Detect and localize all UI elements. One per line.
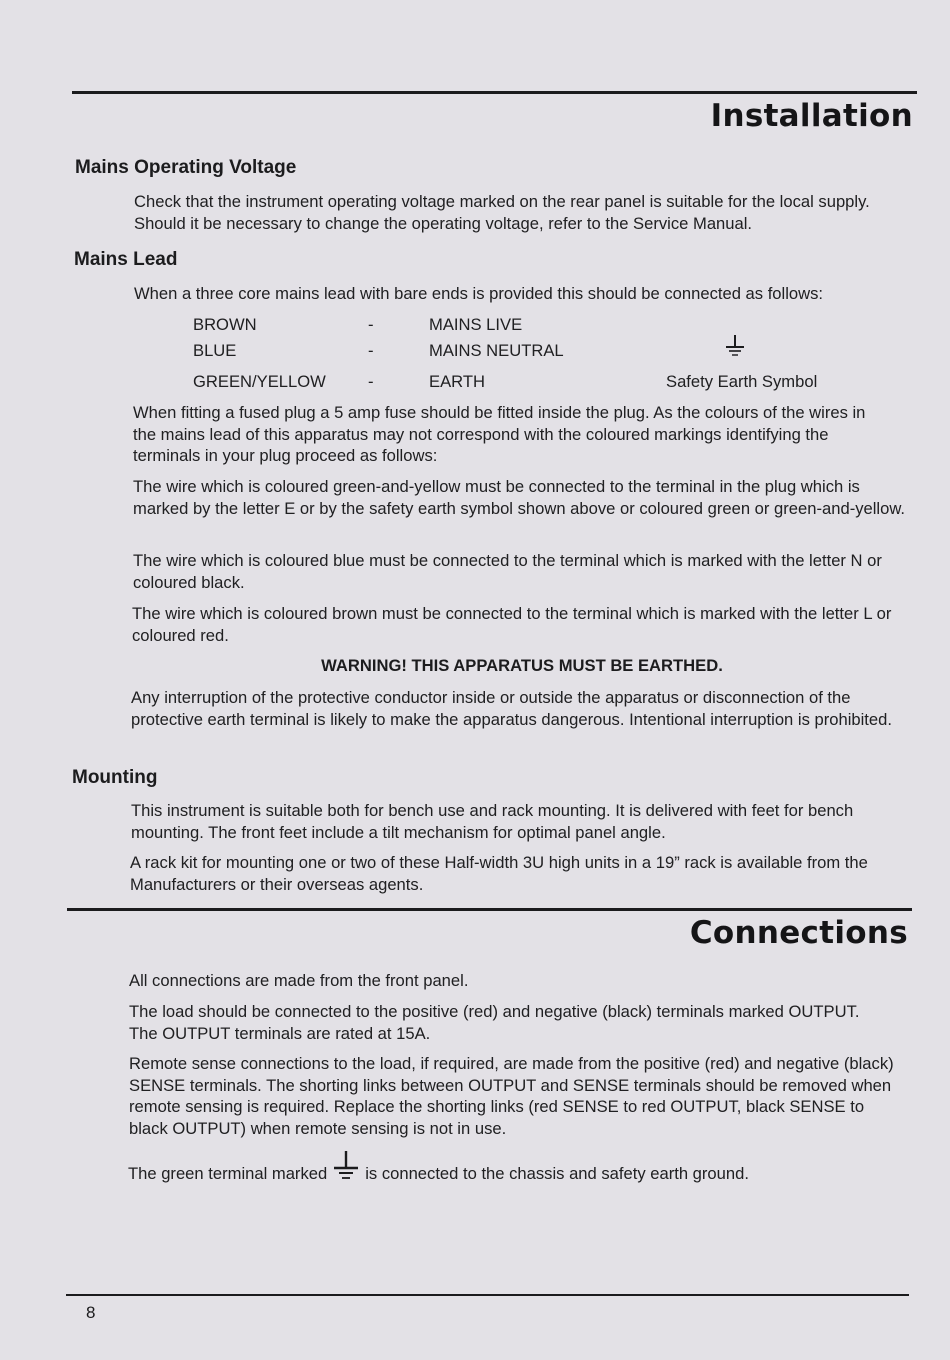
safety-earth-caption: Safety Earth Symbol xyxy=(666,372,818,391)
wire-function-neutral: MAINS NEUTRAL xyxy=(429,341,564,360)
blue-paragraph: The wire which is coloured blue must be connected to the terminal which is marked with the letter N or coloured black. xyxy=(133,551,882,592)
mains-voltage-text: Check that the instrument operating voltage marked on the rear panel is suitable for the local supply. Should it be necessary to change the operating voltage, refer to the Service Manual. xyxy=(134,192,870,233)
wire-dash: - xyxy=(368,341,374,360)
mains-lead-intro: When a three core mains lead with bare ends is provided this should be connected as follows: xyxy=(134,284,824,303)
earth-warning: WARNING! THIS APPARATUS MUST BE EARTHED. xyxy=(321,656,723,675)
mounting-heading: Mounting xyxy=(72,767,158,788)
mains-lead-heading: Mains Lead xyxy=(74,249,178,270)
wire-dash: - xyxy=(368,315,374,334)
safety-earth-icon xyxy=(331,1150,361,1182)
connections-top-rule xyxy=(67,908,912,911)
wire-function-live: MAINS LIVE xyxy=(429,315,523,334)
brown-paragraph: The wire which is coloured brown must be connected to the terminal which is marked with the letter L or coloured red. xyxy=(132,604,892,645)
mounting-paragraph-1: This instrument is suitable both for bench use and rack mounting. It is delivered with feet for bench mounting. The front feet include a tilt mechanism for optimal panel angle. xyxy=(131,801,854,842)
connections-paragraph-1: All connections are made from the front panel. xyxy=(129,971,469,990)
connections-paragraph-2: The load should be connected to the positive (red) and negative (black) terminals marked OUTPUT. The OUTPUT terminals are rated at 15A. xyxy=(129,1002,860,1043)
mounting-paragraph-2: A rack kit for mounting one or two of these Half-width 3U high units in a 19” rack is available from the Manufacturers or their overseas agents. xyxy=(130,853,868,894)
mains-voltage-heading: Mains Operating Voltage xyxy=(75,157,297,178)
installation-title: Installation xyxy=(710,98,913,134)
green-terminal-text-after: is connected to the chassis and safety earth ground. xyxy=(365,1164,749,1183)
footer-rule xyxy=(66,1294,909,1296)
green-terminal-text-before: The green terminal marked xyxy=(128,1164,328,1183)
safety-earth-icon xyxy=(723,334,747,358)
connections-title: Connections xyxy=(689,915,908,951)
wire-colour-brown: BROWN xyxy=(193,315,257,334)
fuse-paragraph: When fitting a fused plug a 5 amp fuse should be fitted inside the plug. As the colours of the wires in the mains lead of this apparatus may not correspond with the coloured markings identifying the terminals in your plug proceed as follows: xyxy=(133,403,866,465)
connections-paragraph-3: Remote sense connections to the load, if required, are made from the positive (red) and negative (black) SENSE terminals. The shorting links between OUTPUT and SENSE terminals should be removed when remote sensing is required. Replace the shorting links (red SENSE to red OUTPUT, black SENSE to black OUTPUT) when remote sensing is not in use. xyxy=(129,1054,894,1138)
wire-function-earth: EARTH xyxy=(429,372,485,391)
connections-paragraph-4 xyxy=(128,1150,908,1189)
wire-colour-green-yellow: GREEN/YELLOW xyxy=(193,372,326,391)
page-number: 8 xyxy=(86,1303,96,1322)
installation-top-rule xyxy=(72,91,917,94)
wire-colour-blue: BLUE xyxy=(193,341,237,360)
wire-dash: - xyxy=(368,372,374,391)
green-yellow-paragraph: The wire which is coloured green-and-yellow must be connected to the terminal in the plug which is marked by the letter E or by the safety earth symbol shown above or coloured green or green-and-yellow. xyxy=(133,477,906,518)
interruption-paragraph: Any interruption of the protective conductor inside or outside the apparatus or disconnection of the protective earth terminal is likely to make the apparatus dangerous. Intentional interruption is prohibited. xyxy=(131,688,892,729)
